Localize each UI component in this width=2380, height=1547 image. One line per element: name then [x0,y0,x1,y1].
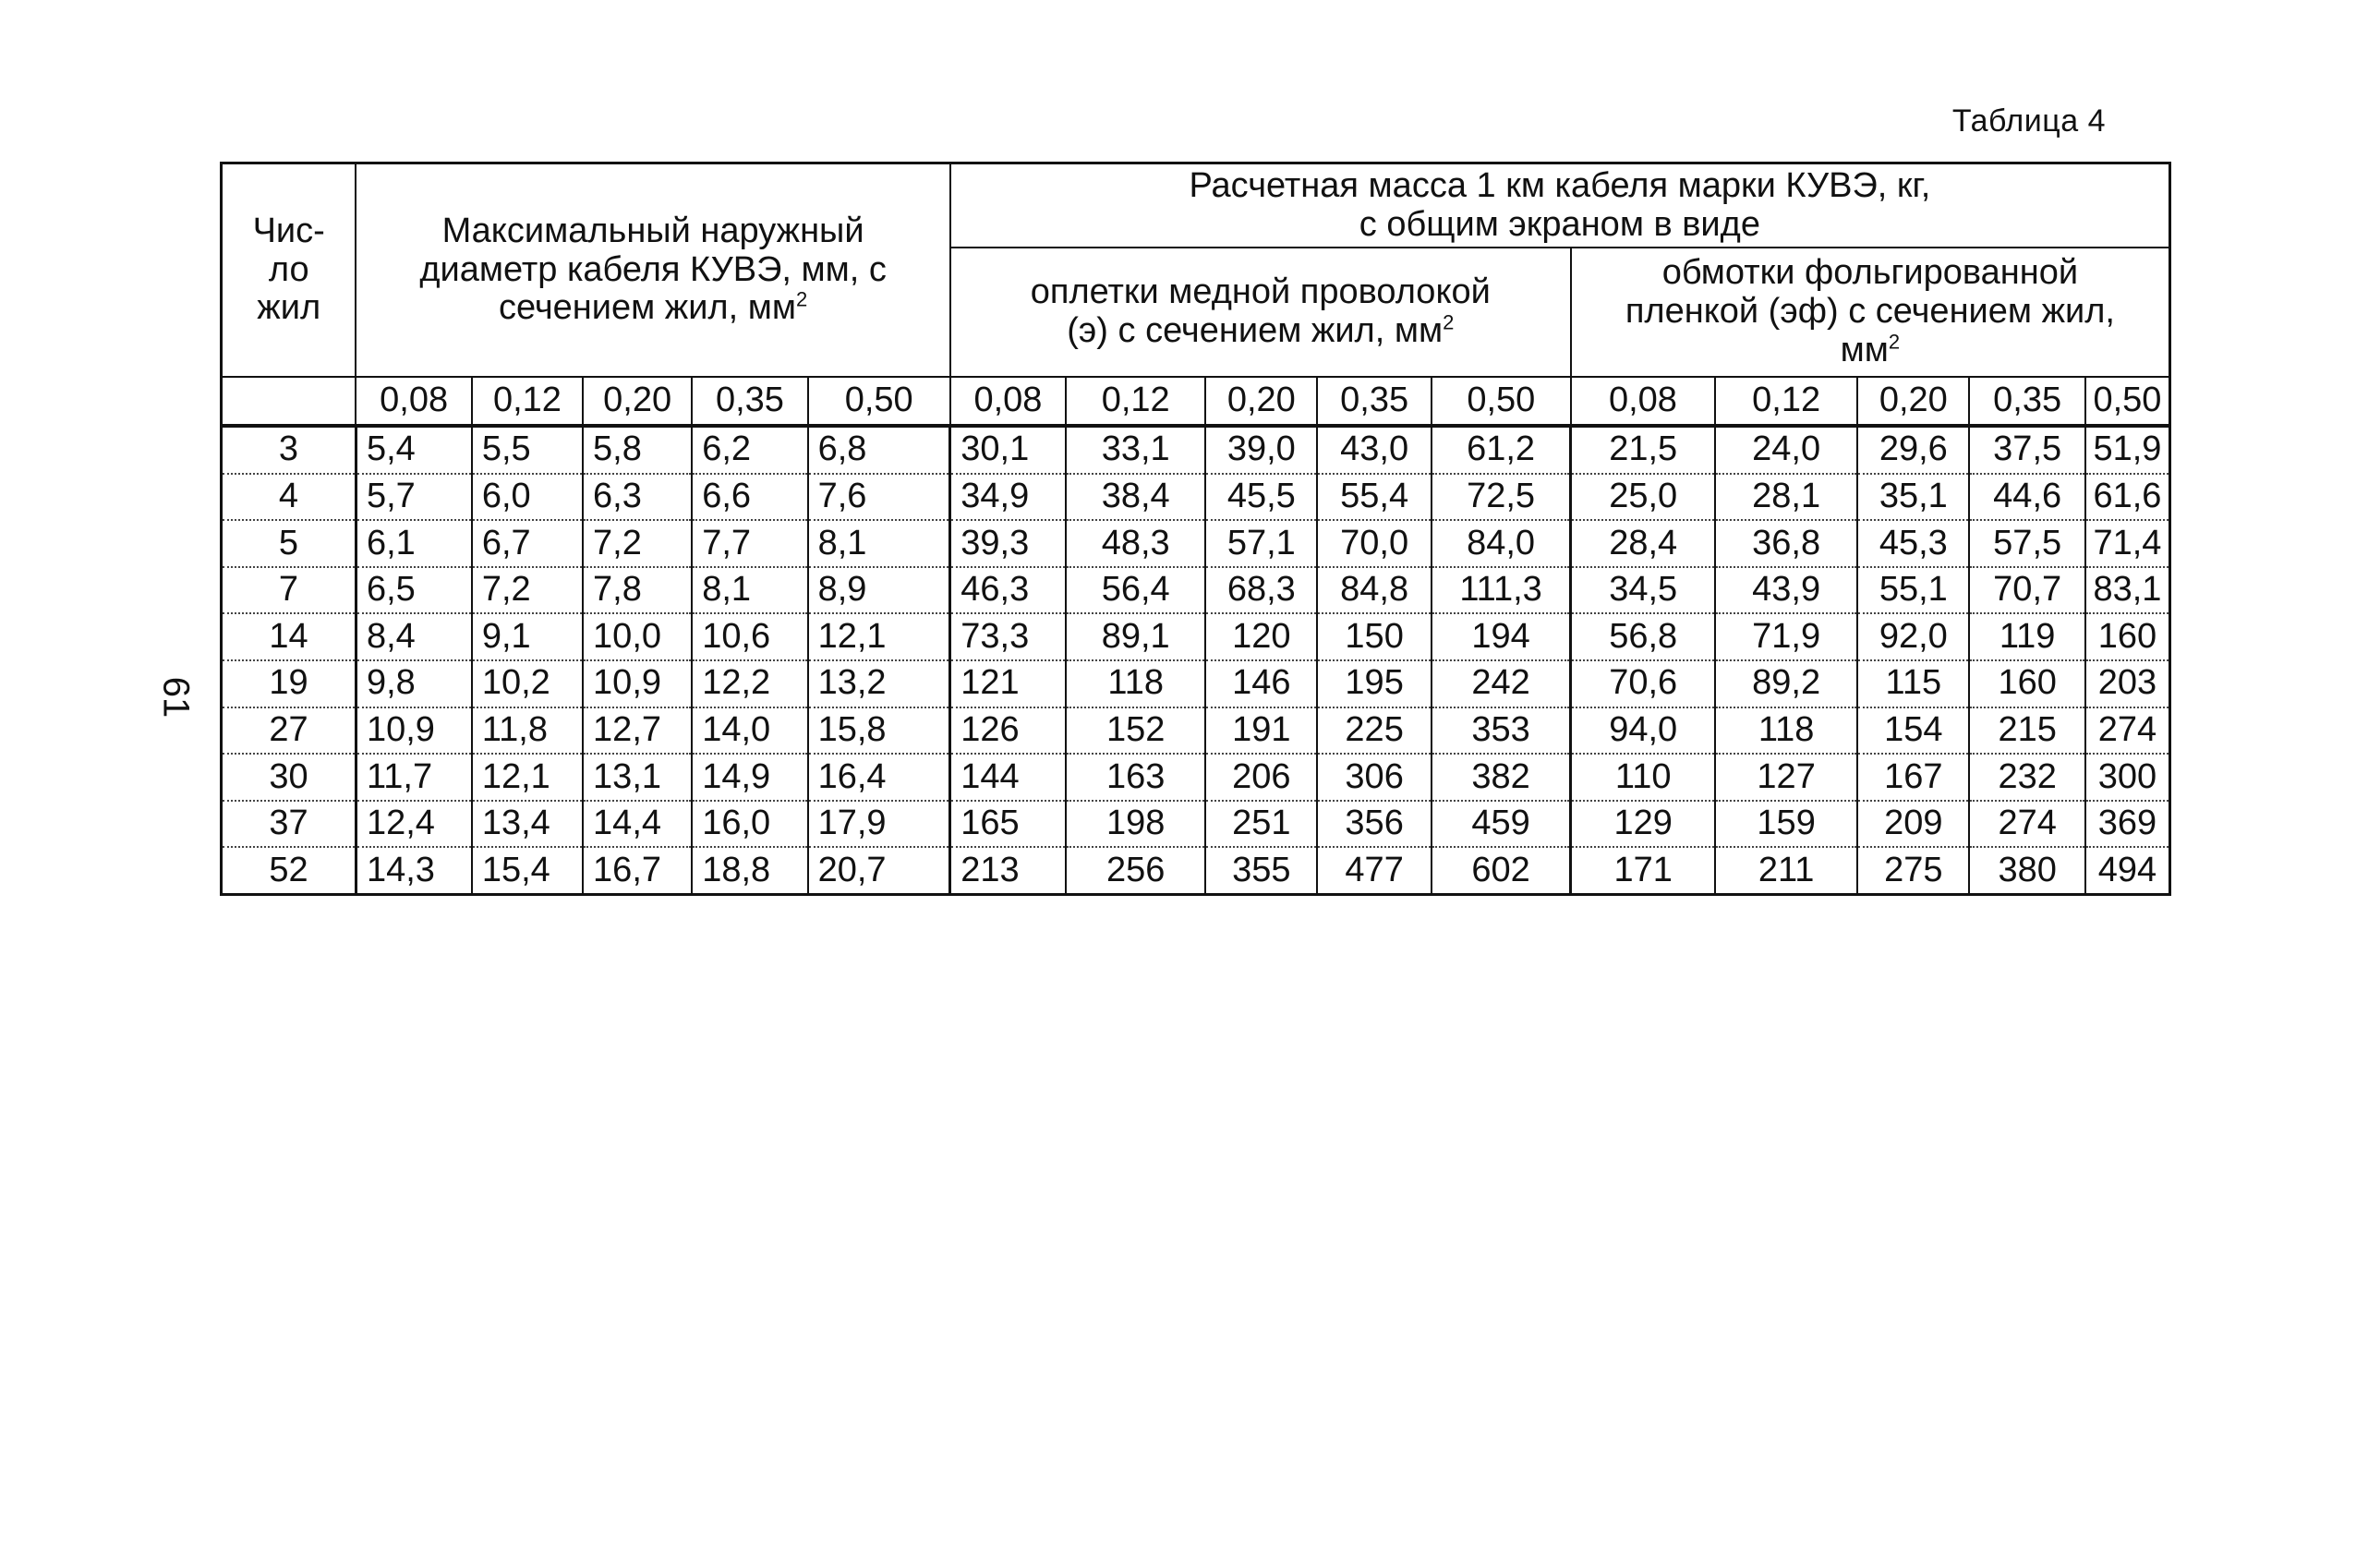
braid-mass-cell: 382 [1432,754,1571,801]
braid-mass-cell: 39,0 [1205,426,1317,474]
foil-mass-cell: 25,0 [1571,474,1715,521]
diameter-cell: 12,2 [692,660,807,707]
wire-count-cell: 37 [222,801,356,848]
foil-mass-cell: 29,6 [1857,426,1969,474]
foil-mass-cell: 89,2 [1715,660,1857,707]
diameter-cell: 6,7 [472,520,583,567]
diameter-cell: 12,1 [808,613,950,660]
foil-mass-cell: 300 [2085,754,2170,801]
wire-count-cell: 7 [222,567,356,614]
braid-mass-cell: 73,3 [950,613,1066,660]
diameter-cell: 13,2 [808,660,950,707]
diameter-cell: 16,0 [692,801,807,848]
foil-mass-cell: 51,9 [2085,426,2170,474]
braid-mass-cell: 195 [1317,660,1431,707]
diameter-cell: 10,9 [583,660,692,707]
foil-mass-cell: 215 [1969,707,2084,755]
diameter-cell: 9,8 [356,660,471,707]
braid-mass-cell: 194 [1432,613,1571,660]
table-row [222,520,2170,567]
diameter-cell: 6,1 [356,520,471,567]
braid-mass-cell: 163 [1066,754,1205,801]
foil-mass-cell: 119 [1969,613,2084,660]
foil-mass-cell: 92,0 [1857,613,1969,660]
diameter-cell: 14,0 [692,707,807,755]
foil-mass-cell: 21,5 [1571,426,1715,474]
mass-header-line2: с общим экраном в виде [1359,204,1760,244]
foil-mass-cell: 24,0 [1715,426,1857,474]
diameter-cell: 8,9 [808,567,950,614]
braid-mass-cell: 46,3 [950,567,1066,614]
diameter-cell: 14,3 [356,847,471,894]
braid-mass-cell: 242 [1432,660,1571,707]
braid-mass-cell: 111,3 [1432,567,1571,614]
count-column-header [222,163,356,378]
diameter-cell: 10,6 [692,613,807,660]
table-row [222,754,2170,801]
diameter-cell: 5,4 [356,426,471,474]
braid-mass-cell: 198 [1066,801,1205,848]
braid-mass-cell: 306 [1317,754,1431,801]
foil-mass-cell: 154 [1857,707,1969,755]
count-header-line3: жил [257,288,321,328]
table-row [222,426,2170,474]
section-header-foil: 0,12 [1715,377,1857,426]
braid-mass-cell: 225 [1317,707,1431,755]
wire-count-cell: 4 [222,474,356,521]
braid-mass-cell: 251 [1205,801,1317,848]
section-header-braid: 0,20 [1205,377,1317,426]
diameter-cell: 10,0 [583,613,692,660]
wire-count-cell: 27 [222,707,356,755]
braid-mass-cell: 165 [950,801,1066,848]
section-header-diameter: 0,12 [472,377,583,426]
wire-count-cell: 14 [222,613,356,660]
braid-mass-cell: 34,9 [950,474,1066,521]
diameter-cell: 15,8 [808,707,950,755]
braid-mass-cell: 70,0 [1317,520,1431,567]
diameter-cell: 7,7 [692,520,807,567]
braid-mass-cell: 84,0 [1432,520,1571,567]
foil-mass-cell: 28,4 [1571,520,1715,567]
diameter-cell: 6,0 [472,474,583,521]
diameter-cell: 17,9 [808,801,950,848]
braid-mass-cell: 38,4 [1066,474,1205,521]
diameter-cell: 6,3 [583,474,692,521]
diameter-cell: 16,7 [583,847,692,894]
braid-mass-cell: 55,4 [1317,474,1431,521]
diameter-cell: 7,2 [583,520,692,567]
foil-mass-cell: 94,0 [1571,707,1715,755]
diameter-cell: 10,9 [356,707,471,755]
foil-mass-cell: 35,1 [1857,474,1969,521]
wire-count-cell: 5 [222,520,356,567]
section-header-foil: 0,20 [1857,377,1969,426]
foil-mass-cell: 159 [1715,801,1857,848]
diameter-cell: 20,7 [808,847,950,894]
section-header-foil: 0,50 [2085,377,2170,426]
foil-mass-cell: 494 [2085,847,2170,894]
braid-mass-cell: 39,3 [950,520,1066,567]
diameter-cell: 12,4 [356,801,471,848]
foil-mass-cell: 115 [1857,660,1969,707]
foil-header-line2: пленкой (эф) с сечением жил, [1625,292,2115,332]
diameter-cell: 6,5 [356,567,471,614]
braid-mass-cell: 30,1 [950,426,1066,474]
braid-mass-cell: 33,1 [1066,426,1205,474]
diameter-cell: 14,9 [692,754,807,801]
foil-mass-cell: 57,5 [1969,520,2084,567]
braid-mass-cell: 150 [1317,613,1431,660]
braid-mass-cell: 89,1 [1066,613,1205,660]
diameter-cell: 16,4 [808,754,950,801]
braid-mass-cell: 355 [1205,847,1317,894]
diameter-cell: 9,1 [472,613,583,660]
diameter-cell: 5,5 [472,426,583,474]
section-header-diameter: 0,35 [692,377,807,426]
diameter-cell: 15,4 [472,847,583,894]
braid-mass-cell: 356 [1317,801,1431,848]
diameter-cell: 11,7 [356,754,471,801]
section-header-diameter: 0,20 [583,377,692,426]
wire-count-cell: 3 [222,426,356,474]
section-header-braid: 0,35 [1317,377,1431,426]
foil-mass-cell: 211 [1715,847,1857,894]
diameter-cell: 18,8 [692,847,807,894]
foil-mass-cell: 160 [1969,660,2084,707]
wire-count-cell: 52 [222,847,356,894]
diameter-cell: 5,7 [356,474,471,521]
foil-mass-cell: 129 [1571,801,1715,848]
wire-count-cell: 19 [222,660,356,707]
foil-mass-cell: 44,6 [1969,474,2084,521]
diameter-cell: 13,4 [472,801,583,848]
table-label: Таблица 4 [1951,103,2106,139]
foil-mass-cell: 275 [1857,847,1969,894]
diameter-cell: 7,2 [472,567,583,614]
page-number: 61 [155,676,197,719]
cable-data-table [220,162,2171,896]
foil-header-line3: $мм^2$ [1840,330,1901,369]
table-row [222,567,2170,614]
braid-mass-cell: 213 [950,847,1066,894]
braid-mass-cell: 56,4 [1066,567,1205,614]
diameter-cell: 8,1 [692,567,807,614]
braid-header-line1: оплетки медной проволокой [1030,272,1491,312]
braid-mass-cell: 120 [1205,613,1317,660]
foil-mass-cell: 36,8 [1715,520,1857,567]
diameter-cell: 6,6 [692,474,807,521]
braid-mass-cell: 121 [950,660,1066,707]
braid-mass-cell: 602 [1432,847,1571,894]
diameter-cell: 14,4 [583,801,692,848]
braid-mass-cell: 206 [1205,754,1317,801]
foil-mass-cell: 127 [1715,754,1857,801]
braid-mass-cell: 118 [1066,660,1205,707]
section-header-diameter: 0,50 [808,377,950,426]
diameter-cell: 5,8 [583,426,692,474]
braid-subgroup-header [950,248,1571,377]
braid-mass-cell: 152 [1066,707,1205,755]
section-header-diameter: 0,08 [356,377,471,426]
foil-mass-cell: 34,5 [1571,567,1715,614]
diameter-cell: 10,2 [472,660,583,707]
braid-mass-cell: 48,3 [1066,520,1205,567]
table-row [222,801,2170,848]
braid-mass-cell: 459 [1432,801,1571,848]
foil-mass-cell: 171 [1571,847,1715,894]
mass-group-header [950,163,2170,248]
braid-mass-cell: 126 [950,707,1066,755]
diameter-cell: 8,1 [808,520,950,567]
braid-mass-cell: 45,5 [1205,474,1317,521]
foil-mass-cell: 45,3 [1857,520,1969,567]
mass-header-line1: Расчетная масса 1 км кабеля марки КУВЭ, кг, [1189,165,1931,205]
braid-mass-cell: 57,1 [1205,520,1317,567]
braid-mass-cell: 353 [1432,707,1571,755]
table-row [222,613,2170,660]
diameter-cell: 6,2 [692,426,807,474]
section-header-braid: 0,12 [1066,377,1205,426]
foil-mass-cell: 110 [1571,754,1715,801]
section-header-foil: 0,08 [1571,377,1715,426]
wire-count-cell: 30 [222,754,356,801]
foil-mass-cell: 160 [2085,613,2170,660]
foil-mass-cell: 61,6 [2085,474,2170,521]
braid-mass-cell: 256 [1066,847,1205,894]
foil-mass-cell: 118 [1715,707,1857,755]
foil-mass-cell: 71,4 [2085,520,2170,567]
foil-mass-cell: 232 [1969,754,2084,801]
diameter-cell: 11,8 [472,707,583,755]
foil-mass-cell: 274 [2085,707,2170,755]
foil-mass-cell: 209 [1857,801,1969,848]
foil-mass-cell: 70,6 [1571,660,1715,707]
count-header-line1: Чис- [252,211,325,250]
table-row [222,474,2170,521]
braid-mass-cell: 68,3 [1205,567,1317,614]
section-header-braid: 0,50 [1432,377,1571,426]
foil-mass-cell: 56,8 [1571,613,1715,660]
foil-header-line1: обмотки фольгированной [1661,253,2079,293]
count-header-line2: ло [268,249,309,289]
braid-header-line2: (э) с сечением жил, $мм^2$ [1067,310,1455,350]
diameter-group-header [356,163,949,378]
braid-mass-cell: 43,0 [1317,426,1431,474]
foil-mass-cell: 167 [1857,754,1969,801]
foil-mass-cell: 71,9 [1715,613,1857,660]
foil-mass-cell: 37,5 [1969,426,2084,474]
foil-mass-cell: 28,1 [1715,474,1857,521]
foil-mass-cell: 274 [1969,801,2084,848]
braid-mass-cell: 191 [1205,707,1317,755]
foil-mass-cell: 70,7 [1969,567,2084,614]
diameter-header-line3: сечением жил, $мм^2$ [498,287,808,328]
braid-mass-cell: 477 [1317,847,1431,894]
table-row [222,847,2170,894]
count-header-spacer [222,377,356,426]
diameter-cell: 7,8 [583,567,692,614]
braid-mass-cell: 61,2 [1432,426,1571,474]
foil-mass-cell: 55,1 [1857,567,1969,614]
diameter-cell: 12,7 [583,707,692,755]
table-row [222,707,2170,755]
diameter-cell: 12,1 [472,754,583,801]
braid-mass-cell: 72,5 [1432,474,1571,521]
diameter-cell: 6,8 [808,426,950,474]
foil-subgroup-header [1571,248,2170,377]
section-header-braid: 0,08 [950,377,1066,426]
table-row [222,660,2170,707]
diameter-header-line1: Максимальный наружный [441,211,864,250]
foil-mass-cell: 369 [2085,801,2170,848]
diameter-cell: 13,1 [583,754,692,801]
diameter-cell: 8,4 [356,613,471,660]
foil-mass-cell: 203 [2085,660,2170,707]
diameter-cell: 7,6 [808,474,950,521]
foil-mass-cell: 380 [1969,847,2084,894]
foil-mass-cell: 43,9 [1715,567,1857,614]
foil-mass-cell: 83,1 [2085,567,2170,614]
braid-mass-cell: 146 [1205,660,1317,707]
section-header-foil: 0,35 [1969,377,2084,426]
braid-mass-cell: 84,8 [1317,567,1431,614]
diameter-header-line2: диаметр кабеля КУВЭ, мм, с [419,249,887,289]
braid-mass-cell: 144 [950,754,1066,801]
